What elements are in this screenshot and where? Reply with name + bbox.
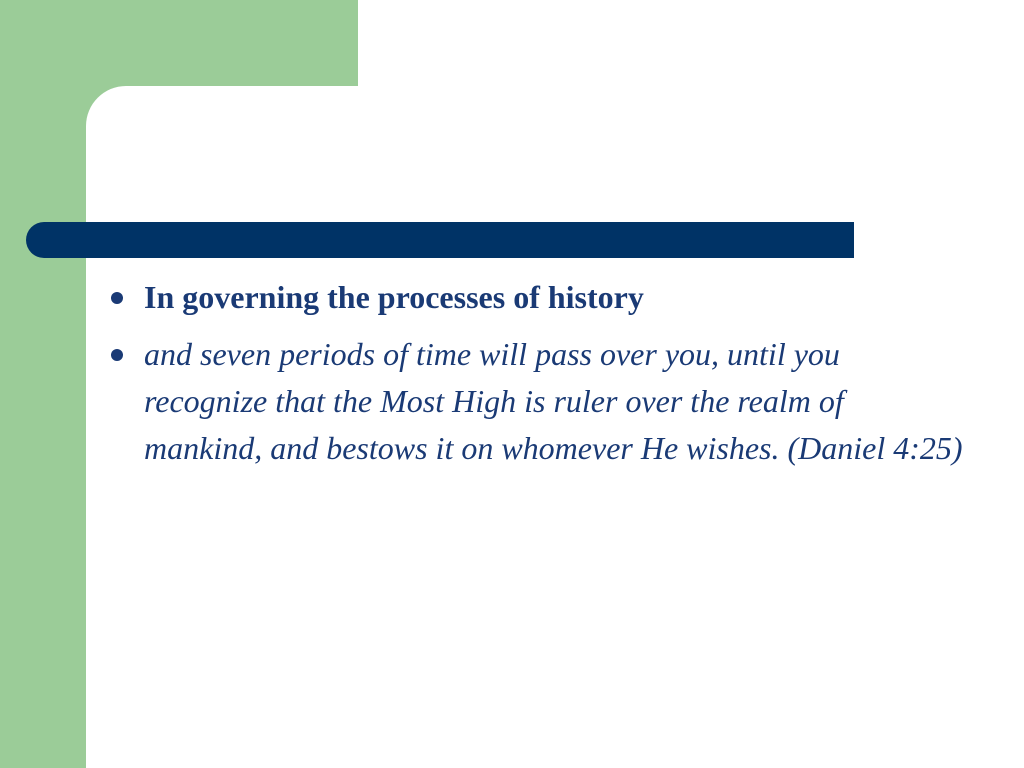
bullet-text: In governing the processes of history xyxy=(144,279,644,315)
list-item xyxy=(106,331,966,472)
list-item xyxy=(106,274,966,321)
title-bar xyxy=(26,222,854,258)
bullet-text: and seven periods of time will pass over you, until you recognize that the Most High is ruler over the realm of mankind, and bestows it on whomever He wishes. (Daniel 4:25) xyxy=(144,336,963,466)
bullet-list xyxy=(106,274,966,482)
bullet-dot-icon xyxy=(111,349,123,361)
bullet-dot-icon xyxy=(111,292,123,304)
